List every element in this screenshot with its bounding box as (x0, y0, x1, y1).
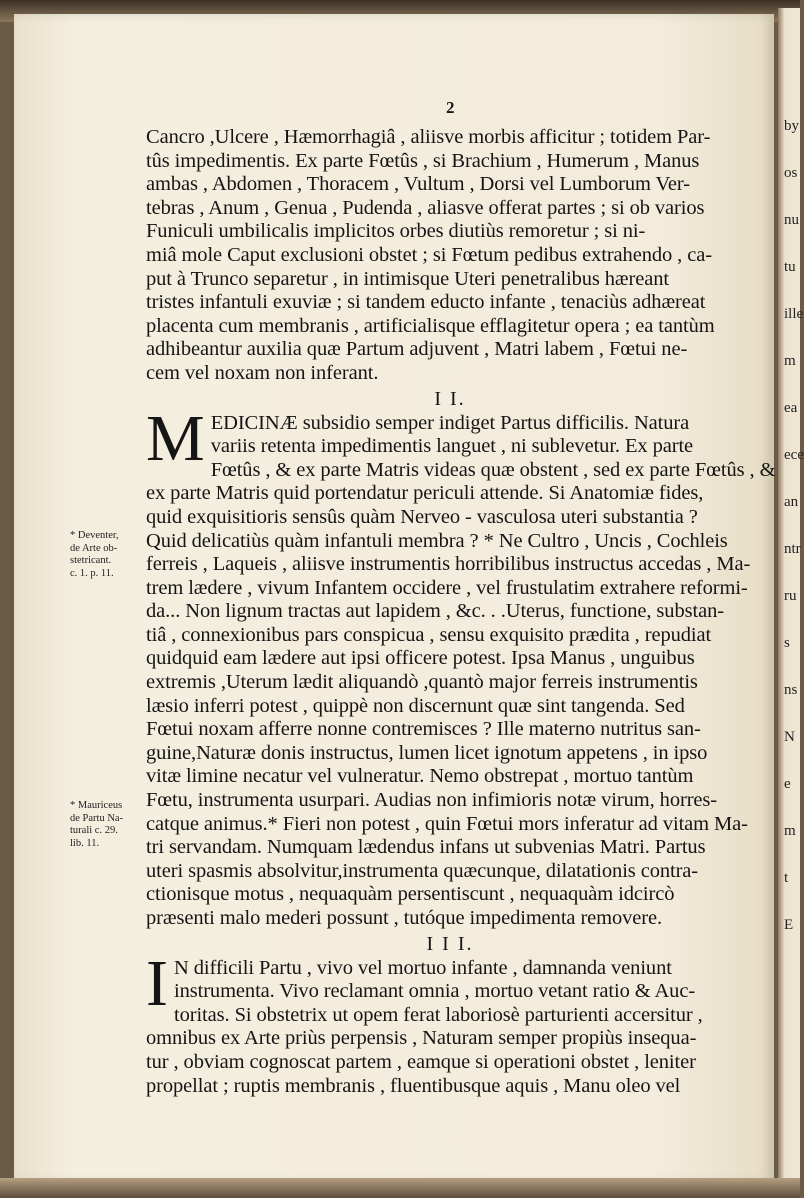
text-line: tri servandam. Numquam lædendus infans ut subvenias Matri. Partus (146, 836, 706, 859)
text-line: vitæ limine necatur vel vulneratur. Nemo obstrepat , mortuo tantùm (146, 765, 694, 788)
adjacent-page-fragment: ea (784, 400, 798, 416)
adjacent-page-fragment: m (784, 823, 796, 839)
margin-note-mauriceus (70, 800, 148, 850)
section-3-lines (146, 1004, 754, 1098)
text-line: trem lædere , vivum Infantem occidere , vel frustulatim extrahere reformi- (146, 576, 748, 599)
text-line: quidquid eam lædere aut ipsi officere potest. Ipsa Manus , unguibus (146, 647, 695, 670)
adjacent-page-fragment: m (784, 353, 796, 369)
adjacent-page-fragment: ns (784, 682, 798, 698)
margin-note-line: de Partu Na- (70, 812, 124, 824)
adjacent-page-fragment: an (784, 494, 799, 510)
adjacent-page-fragment: by (784, 118, 799, 134)
drop-cap: I (146, 946, 168, 1020)
margin-note-line: de Arte ob- (70, 542, 118, 554)
text-line: Funiculi umbilicalis implicitos orbes diutiùs remoretur ; si ni- (146, 220, 646, 243)
adjacent-page-fragment: ille (784, 306, 804, 322)
text-line: variis retenta impedimentis languet , ni sublevetur. Ex parte (210, 435, 694, 458)
intro-paragraph (146, 126, 754, 386)
adjacent-page-fragment: ntr (784, 541, 801, 557)
text-line: extremis ,Uterum lædit aliquandò ,quantò major ferreis instrumentis (146, 671, 698, 694)
text-line: adhibeantur auxilia quæ Partum adjuvent , Matri labem , Fœtui ne- (146, 338, 688, 361)
text-line: tiâ , connexionibus pars conspicua , sensu exquisito prædita , repudiat (146, 623, 712, 646)
text-line: tur , obviam cognoscat partem , eamque si operationi obstet , leniter (146, 1050, 696, 1073)
text-line: EDICINÆ subsidio semper indiget Partus difficilis. Natura (210, 411, 690, 434)
adjacent-page-fragment: s (784, 635, 790, 651)
section-2-lines (146, 458, 776, 931)
text-line: ferreis , Laqueis , aliisve instrumentis horribilibus instructus accedas , Ma- (146, 553, 751, 576)
text-line: placenta cum membranis , artificialisque efflagitetur opera ; ea tantùm (146, 314, 715, 337)
adjacent-page-fragment: os (784, 165, 798, 181)
text-line: Fœtui noxam afferre nonne contremisces ? Ille materno nutritus san- (146, 718, 701, 741)
book-bottom-edge (0, 1178, 800, 1198)
page-number: 2 (446, 98, 455, 117)
text-line: instrumenta. Vivo reclamant omnia , mortuo vetant ratio & Auc- (173, 980, 696, 1003)
adjacent-page-fragment: E (784, 917, 794, 933)
drop-cap: M (146, 401, 205, 475)
text-line: læsio inferri potest , quippè non discernunt quæ sint tangenda. Sed (146, 694, 685, 717)
section-heading-2: I I. (434, 387, 466, 410)
margin-note-deventer (70, 530, 148, 580)
margin-note-line: * Mauriceus (70, 800, 123, 811)
text-line: Cancro ,Ulcere , Hæmorrhagiâ , aliisve morbis afficitur ; totidem Par- (146, 126, 711, 148)
text-line: tristes infantuli exuviæ ; si tandem educto infante , tenaciùs adhæreat (146, 291, 706, 314)
text-line: quid exquisitioris sensûs quàm Nerveo - vasculosa uteri substantia ? (146, 505, 698, 528)
margin-note-line: turali c. 29. (70, 825, 118, 836)
text-line: Quid delicatiùs quàm infantuli membra ? * Ne Cultro , Uncis , Cochleis (146, 529, 728, 552)
text-line: uteri spasmis absolvitur,instrumenta quæcunque, dilatationis contra- (146, 859, 699, 882)
body-text (146, 126, 776, 1098)
section-heading-3: I I I. (426, 932, 474, 955)
text-line: guine,Naturæ donis instructus, lumen licet ignotum appetens , in ipso (146, 741, 708, 764)
adjacent-page-fragment: N (784, 729, 795, 745)
text-line: toritas. Si obstetrix ut opem ferat laboriosè parturienti accersitur , (173, 1003, 703, 1026)
text-line: propellat ; ruptis membranis , fluentibusque aquis , Manu oleo vel (146, 1074, 681, 1097)
text-line: catque animus.* Fieri non potest , quin Fœtui mors inferatur ad vitam Ma- (146, 812, 748, 835)
text-line: tûs impedimentis. Ex parte Fœtûs , si Brachium , Humerum , Manus (146, 149, 700, 172)
text-line: N difficili Partu , vivo vel mortuo infante , damnanda veniunt (173, 956, 672, 979)
adjacent-page-edge (778, 8, 804, 1188)
text-line: præsenti malo mederi possunt , tutóque impedimenta removere. (146, 907, 663, 929)
text-line: omnibus ex Arte priùs perpensis , Naturam semper propiùs insequa- (146, 1027, 697, 1050)
text-line: cem vel noxam non inferant. (146, 361, 379, 384)
text-line: ambas , Abdomen , Thoracem , Vultum , Dorsi vel Lumborum Ver- (146, 173, 690, 196)
text-line: da... Non lignum tractas aut lapidem , &c. . .Uterus, functione, substan- (146, 600, 724, 623)
text-line: ex parte Matris quid portendatur periculi attende. Si Anatomiæ fides, (146, 482, 704, 505)
text-line: miâ mole Caput exclusioni obstet ; si Fœtum pedibus extrahendo , ca- (146, 243, 712, 266)
adjacent-page-fragment: nu (784, 212, 799, 228)
text-line: ctionisque motus , nequaquàm persentiscunt , nequaquàm idcircò (146, 883, 675, 906)
text-line: tebras , Anum , Genua , Pudenda , aliasve offerat partes ; si ob varios (146, 196, 705, 219)
margin-note-line: lib. 11. (70, 837, 100, 849)
margin-note-line: stetricant. (70, 555, 112, 566)
text-line: put à Trunco separetur , in intimisque Uteri penetralibus hæreant (146, 267, 669, 290)
adjacent-page-fragment: t (784, 870, 789, 886)
margin-note-line: * Deventer, (70, 530, 119, 541)
adjacent-page-fragment: ece (784, 447, 804, 463)
margin-note-line: c. 1. p. 11. (70, 567, 114, 579)
text-line: Fœtûs , & ex parte Matris videas quæ obstent , sed ex parte Fœtûs , & (210, 458, 776, 481)
adjacent-page-fragment: tu (784, 259, 796, 275)
adjacent-page-fragment: ru (784, 588, 797, 604)
adjacent-page-fragment: e (784, 776, 791, 792)
text-line: Fœtu, instrumenta usurpari. Audias non infimioris notæ virum, horres- (146, 789, 718, 812)
